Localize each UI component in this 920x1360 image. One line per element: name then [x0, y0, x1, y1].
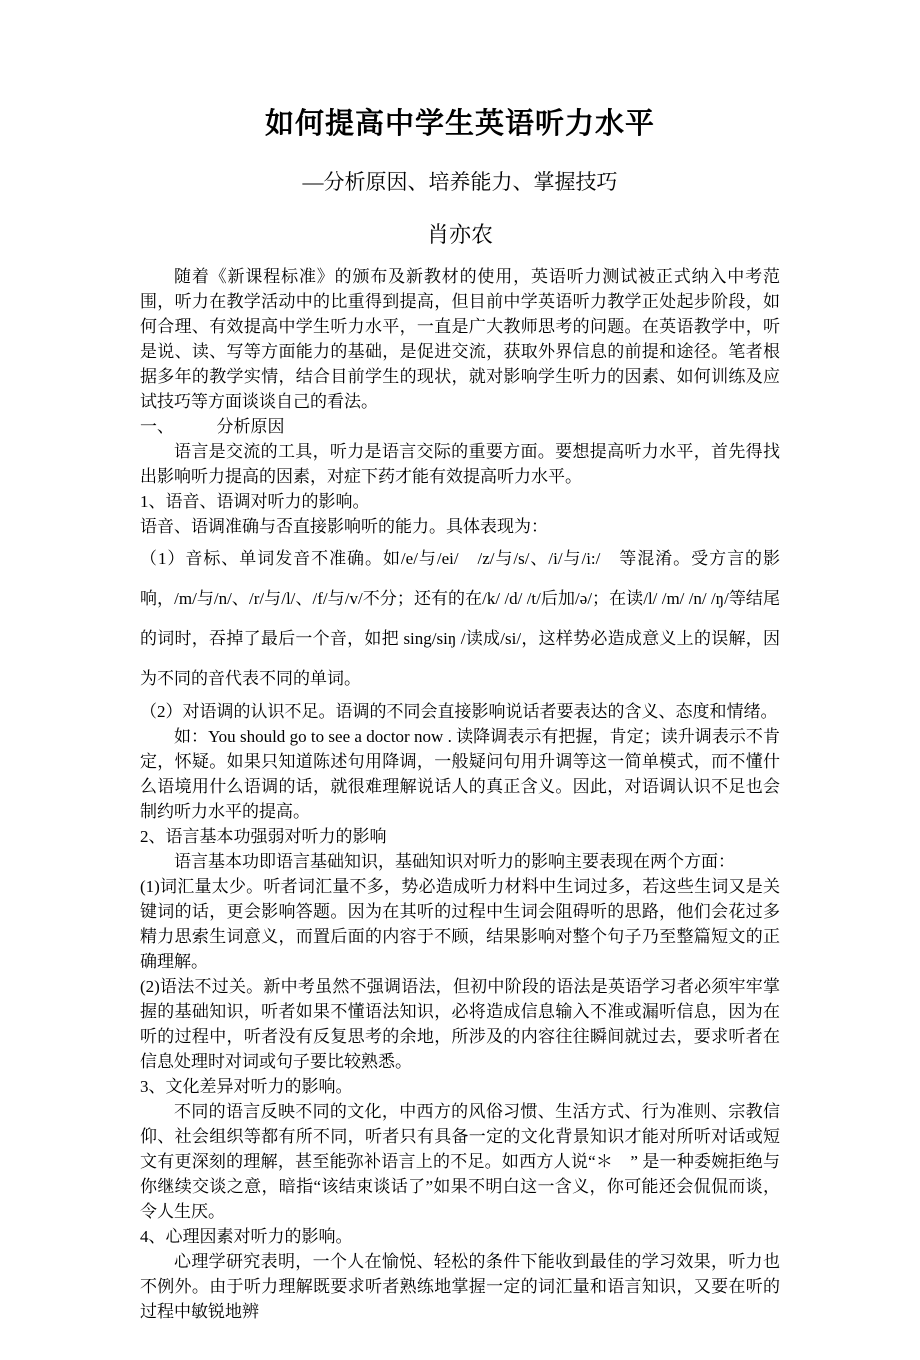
paragraph-pronunciation-lead: 语音、语调准确与否直接影响听的能力。具体表现为：	[140, 517, 548, 536]
paragraph-analysis-lead: 语言是交流的工具，听力是语言交际的重要方面。要想提高听力水平，首先得找出影响听力提高的因素，对症下药才能有效提高听力水平。	[140, 442, 780, 486]
subheading-pronunciation: 1、语音、语调对听力的影响。	[140, 492, 370, 511]
document-author: 肖亦农	[426, 222, 493, 247]
paragraph-intonation-example: 如：You should go to see a doctor now . 读降调表示有把握，肯定；读升调表示不肯定，怀疑。如果只知道陈述句用降调，一般疑问句用升调等这一简单模式，而不懂什么语境用什么语调的话，就很难理解说话人的真正含义。因此，对语调认识不足也会制约听力水平的提高。	[140, 727, 780, 821]
paragraph-language-basics-lead: 语言基本功即语言基础知识，基础知识对听力的影响主要表现在两个方面：	[174, 852, 735, 871]
subheading-culture: 3、文化差异对听力的影响。	[140, 1077, 353, 1096]
document-title: 如何提高中学生英语听力水平	[264, 108, 655, 140]
paragraph-culture: 不同的语言反映不同的文化，中西方的风俗习惯、生活方式、行为准则、宗教信仰、社会组织等都有所不同，听者只有具备一定的文化背景知识才能对所听对话或短文有更深刻的理解，甚至能弥补语言上的不足。如西方人说“＊ ” 是一种委婉拒绝与你继续交谈之意，暗指“该结束谈话了”如果不明白这一含义，你可能还会侃侃而谈，令人生厌。	[140, 1102, 780, 1221]
document-subtitle: —分析原因、培养能力、掌握技巧	[302, 170, 618, 194]
section-heading-analysis: 一、 分析原因	[140, 417, 285, 436]
paragraph-phonetics: （1）音标、单词发音不准确。如/e/与/ei/ /z/与/s/、/i/与/i:/ 等混淆。受方言的影响，/m/与/n/、/r/与/l/、/f/与/v/不分；还有的在/k/ /d/ /t/后加/ə/；在读/l/ /m/ /n/ /ŋ/等结尾的词时，吞掉了最后一个音，如把 sing/siŋ /读成/si/，这样势必造成意义上的误解，因为不同的音代表不同的单词。	[140, 549, 780, 688]
subheading-psychology: 4、心理因素对听力的影响。	[140, 1227, 353, 1246]
paragraph-psychology: 心理学研究表明，一个人在愉悦、轻松的条件下能收到最佳的学习效果，听力也不例外。由于听力理解既要求听者熟练地掌握一定的词汇量和语言知识，又要在听的过程中敏锐地辨	[140, 1252, 780, 1321]
paragraph-grammar: (2)语法不过关。新中考虽然不强调语法，但初中阶段的语法是英语学习者必须牢牢掌握的基础知识，听者如果不懂语法知识，必将造成信息输入不准或漏听信息，因为在听的过程中，听者没有反复思考的余地，所涉及的内容往往瞬间就过去，要求听者在信息处理时对词或句子要比较熟悉。	[140, 977, 780, 1071]
paragraph-intro: 随着《新课程标准》的颁布及新教材的使用，英语听力测试被正式纳入中考范围，听力在教学活动中的比重得到提高，但目前中学英语听力教学正处起步阶段，如何合理、有效提高中学生听力水平，一直是广大教师思考的问题。在英语教学中，听是说、读、写等方面能力的基础，是促进交流，获取外界信息的前提和途径。笔者根据多年的教学实情，结合目前学生的现状，就对影响学生听力的因素、如何训练及应试技巧等方面谈谈自己的看法。	[140, 267, 780, 411]
paragraph-vocabulary: (1)词汇量太少。听者词汇量不多，势必造成听力材料中生词过多，若这些生词又是关键词的话，更会影响答题。因为在其听的过程中生词会阻碍听的思路，他们会花过多精力思索生词意义，而置后面的内容于不顾，结果影响对整个句子乃至整篇短文的正确理解。	[140, 877, 780, 971]
paragraph-intonation: （2）对语调的认识不足。语调的不同会直接影响说话者要表达的含义、态度和情绪。	[140, 702, 778, 721]
subheading-language-basics: 2、语言基本功强弱对听力的影响	[140, 827, 387, 846]
